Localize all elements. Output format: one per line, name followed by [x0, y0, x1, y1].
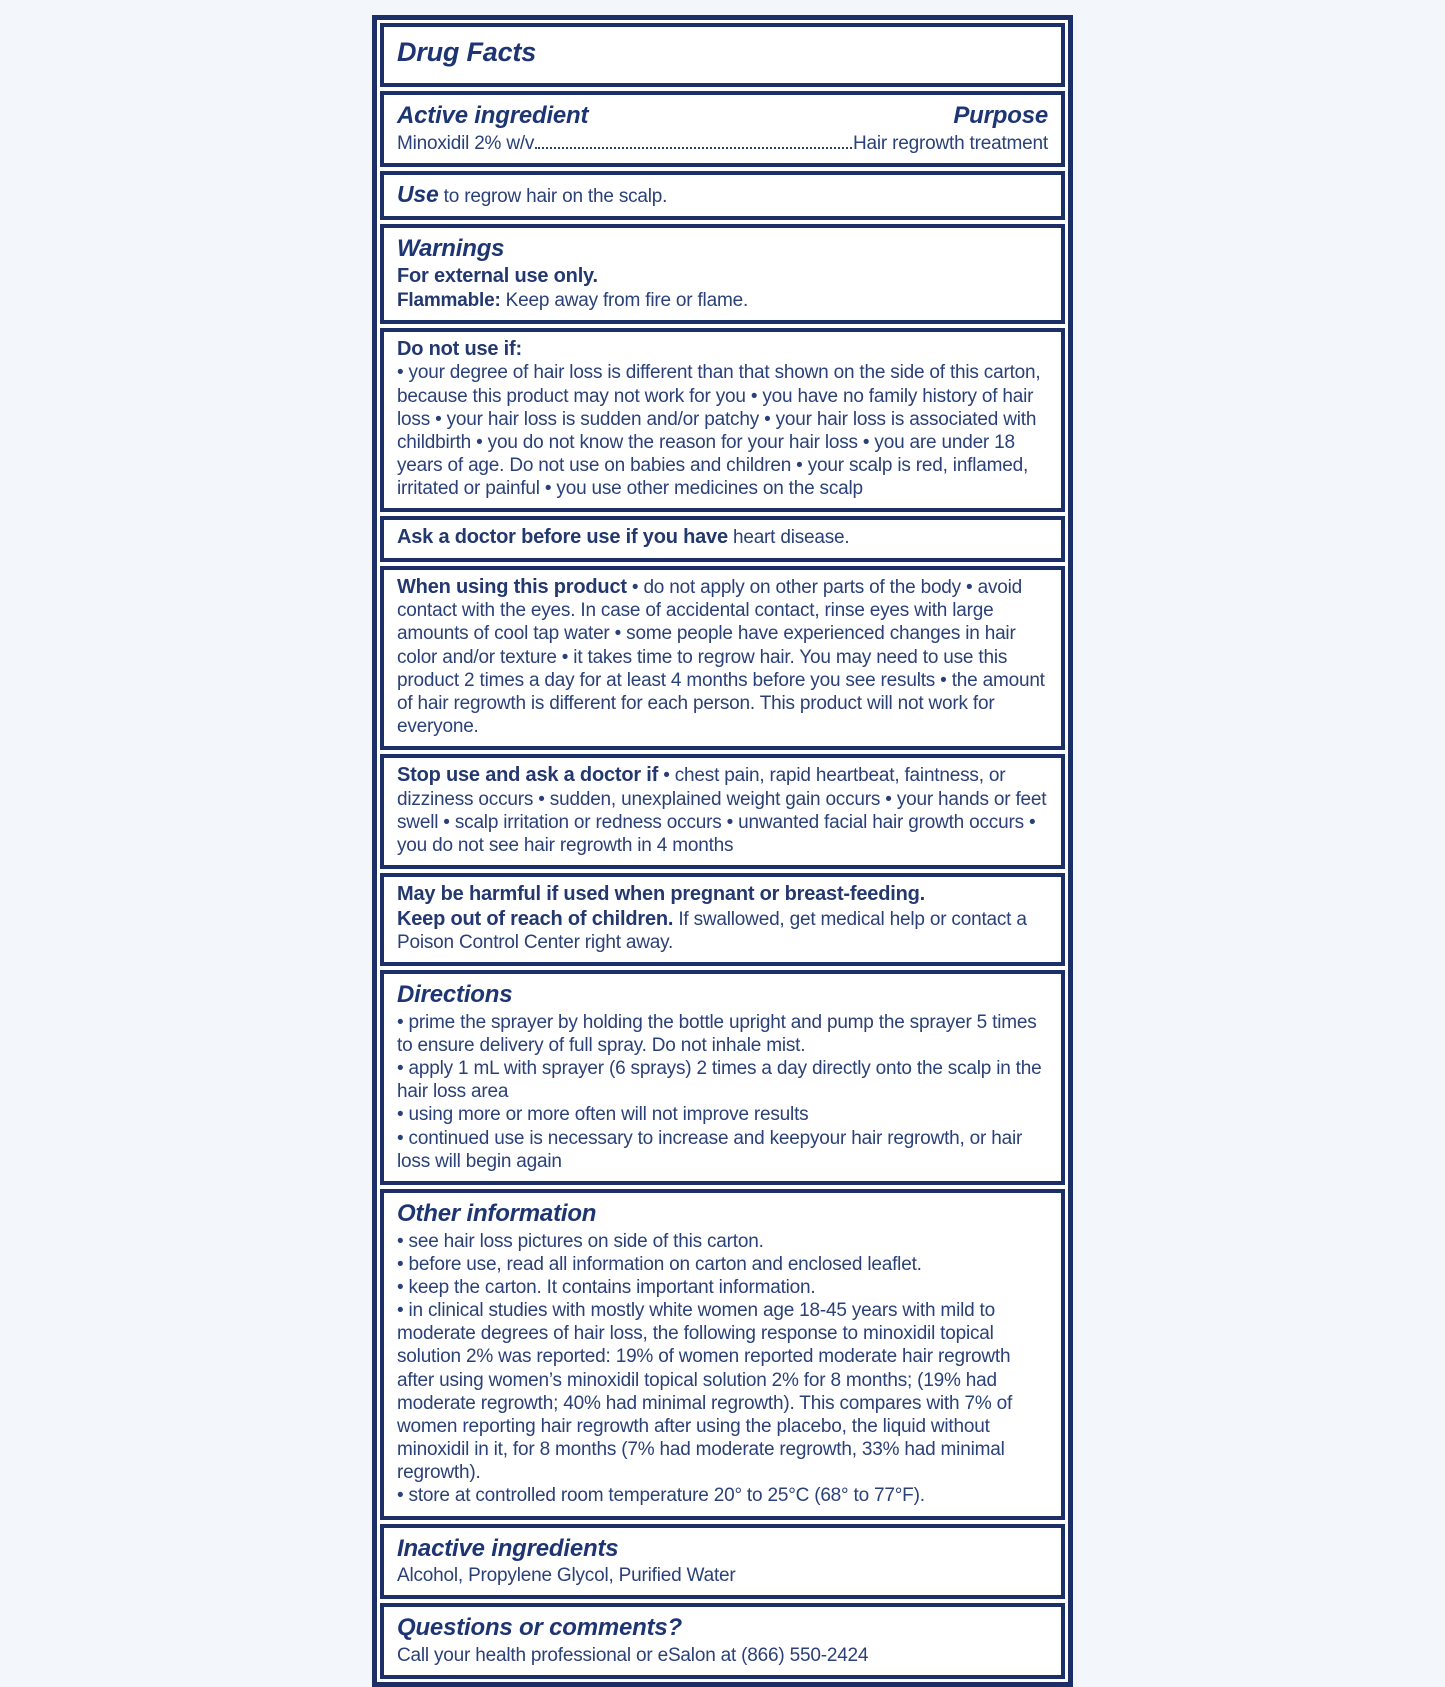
ask-doctor-rest: heart disease. [727, 527, 850, 549]
other-info-item: • keep the carton. It contains important information. [397, 1276, 816, 1298]
use-heading: Use [397, 180, 439, 207]
other-info-item: • before use, read all information on carton and enclosed leaflet. [397, 1253, 922, 1275]
drug-facts-label [372, 15, 1073, 1687]
active-ingredient-header-row [397, 100, 1048, 132]
other-info-item: • in clinical studies with mostly white women age 18-45 years with mild to moderate degrees of hair loss, the following response to minoxidil topical solution 2% was reported: 19% of women reported moderate hair regrowth after using women’s minoxidil topical solution 2% for 8 months; (19% had moderate regrowth; 40% had minimal regrowth). This compares with 7% of women reporting hair regrowth after using the placebo, the liquid without minoxidil in it, for 8 months (7% had moderate regrowth, 33% had minimal regrowth). [397, 1300, 1013, 1484]
stop-use-rest: • chest pain, rapid heartbeat, faintness, or dizziness occurs • sudden, unexplained weight gain occurs • your hands or feet swell • scalp irritation or redness occurs • unwanted facial hair growth occurs • you do not see hair regrowth in 4 months [397, 765, 1047, 856]
keep-out-rest: If swallowed, get medical help or contact a Poison Control Center right away. [397, 908, 1027, 953]
keep-out-lead: Keep out of reach of children. [397, 907, 674, 930]
keep-out-of-reach [397, 907, 1048, 955]
flammable-rest: Keep away from fire or flame. [500, 289, 749, 311]
ingredient-name: Minoxidil 2% w/v [397, 132, 535, 154]
directions-item: • continued use is necessary to increase and keepyour hair regrowth, or hair loss will begin again [397, 1127, 1023, 1172]
directions-item: • prime the sprayer by holding the bottle upright and pump the sprayer 5 times to ensure delivery of full spray. Do not inhale mist. [397, 1011, 1037, 1056]
section-when-using [380, 566, 1065, 750]
section-warnings [380, 224, 1065, 324]
warnings-heading: Warnings [397, 234, 505, 262]
directions-heading: Directions [397, 981, 513, 1009]
drug-facts-title: Drug Facts [397, 37, 537, 67]
section-stop-use [380, 754, 1065, 869]
section-use [380, 171, 1065, 220]
section-ask-doctor [380, 516, 1065, 561]
do-not-use-body: • your degree of hair loss is different than that shown on the side of this carton, because this product may not work for you • you have no family history of hair loss • your hair loss is sudden and/or patchy • your hair loss is associated with childbirth • you do not know the reason for your hair loss • you are under 18 years of age. Do not use on babies and children • your scalp is red, inflamed, irritated or painful • you use other medicines on the scalp [397, 362, 1041, 500]
inactive-ingredients-heading: Inactive ingredients [397, 1534, 619, 1562]
inactive-ingredients-list: Alcohol, Propylene Glycol, Purified Water [397, 1565, 736, 1587]
section-harmful [380, 873, 1065, 966]
section-active-ingredient [380, 91, 1065, 167]
directions-item: • apply 1 mL with sprayer (6 sprays) 2 times a day directly onto the scalp in the hair loss area [397, 1058, 1042, 1103]
questions-contact-text: Call your health professional or eSalon at (866) 550-2424 [397, 1644, 869, 1666]
active-ingredient-heading: Active ingredient [397, 101, 589, 129]
ask-doctor-lead: Ask a doctor before use if you have [397, 526, 728, 549]
section-inactive-ingredients [380, 1524, 1065, 1600]
flammable-lead: Flammable: [397, 289, 501, 311]
purpose-heading: Purpose [953, 101, 1048, 129]
section-other-information [380, 1189, 1065, 1520]
purpose-value: Hair regrowth treatment [853, 132, 1048, 154]
use-text: to regrow hair on the scalp. [438, 185, 668, 207]
harmful-line: May be harmful if used when pregnant or breast-feeding. [397, 883, 925, 906]
warnings-external-use: For external use only. [397, 265, 598, 288]
active-ingredient-row [397, 132, 1048, 155]
other-info-item: • store at controlled room temperature 20° to 25°C (68° to 77°F). [397, 1485, 925, 1507]
questions-heading: Questions or comments? [397, 1614, 682, 1642]
directions-item: • using more or more often will not improve results [397, 1104, 809, 1126]
section-questions [380, 1603, 1065, 1679]
warnings-flammable [397, 289, 1048, 312]
when-using-rest: • do not apply on other parts of the body • avoid contact with the eyes. In case of accidental contact, rinse eyes with large amounts of cool tap water • some people have experienced changes in hair color and/or texture • it takes time to regrow hair. You may need to use this product 2 times a day for at least 4 months before you see results • the amount of hair regrowth is different for each person. This product will not work for everyone. [397, 576, 1045, 738]
other-information-heading: Other information [397, 1199, 597, 1227]
section-drug-facts [380, 23, 1065, 87]
when-using-lead: When using this product [397, 575, 627, 598]
stop-use-lead: Stop use and ask a doctor if [397, 764, 659, 787]
section-directions [380, 970, 1065, 1185]
other-info-item: • see hair loss pictures on side of this carton. [397, 1230, 764, 1252]
section-do-not-use [380, 328, 1065, 512]
do-not-use-heading: Do not use if: [397, 338, 522, 361]
dotted-leader [535, 147, 852, 149]
